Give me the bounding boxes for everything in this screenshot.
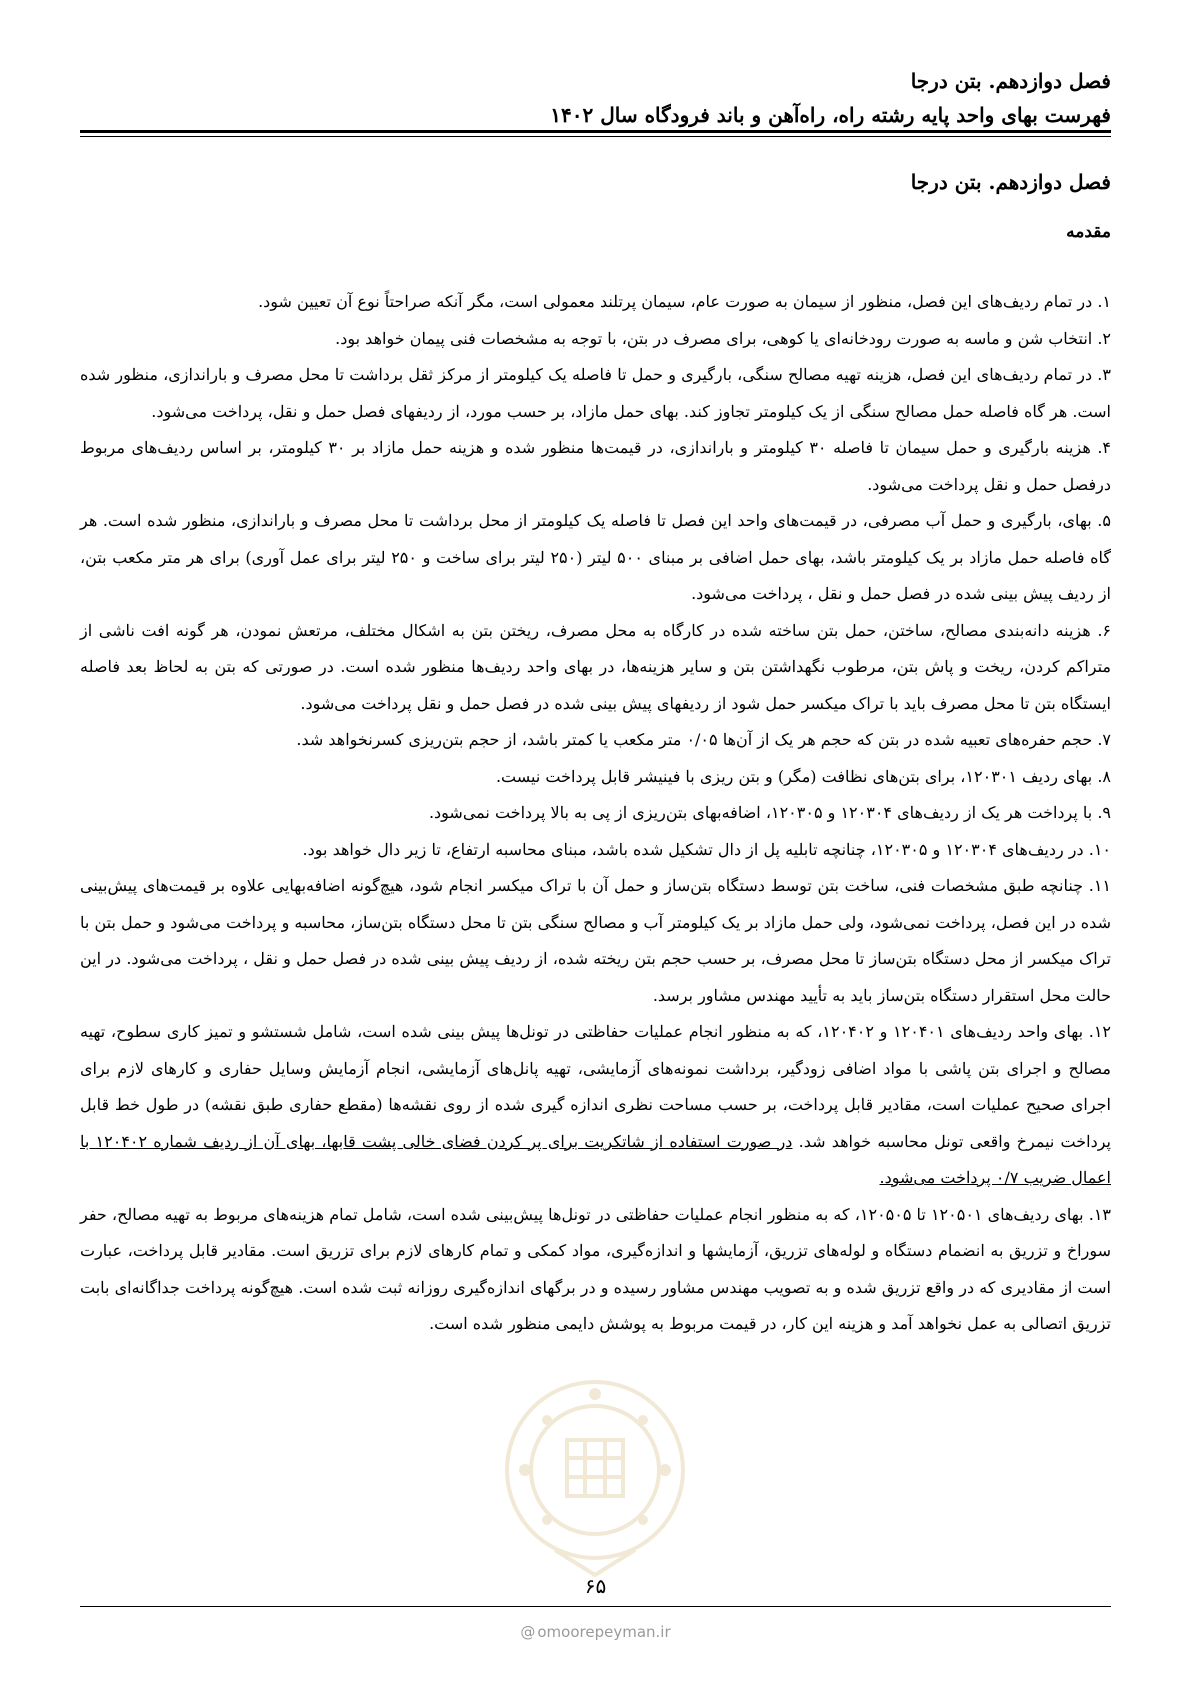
chapter-title: فصل دوازدهم. بتن درجا (910, 170, 1111, 194)
page-header (80, 64, 1111, 132)
paragraph-8: ۸. بهای ردیف ۱۲۰۳۰۱، برای بتن‌های نظافت (مگر) و بتن ریزی با فینیشر قابل پرداخت نیست. (495, 766, 1111, 786)
paragraph-11: ۱۱. چنانچه طبق مشخصات فنی، ساخت بتن توسط دستگاه بتن‌ساز و حمل آن با تراک میکسر انجام شود، هیچ‌گونه اضافه‌بهایی علاوه بر قیمت‌های پیش‌بینی شده در این فصل، پرداخت نمی‌شود، ولی حمل مازاد بر یک کیلومتر آب و مصالح سنگی بتن تا محل دستگاه بتن‌ساز، محاسبه و پرداخت می‌شود و حمل بتن با تراک میکسر از محل دستگاه بتن‌ساز تا محل مصرف، بر حسب حجم بتن ریخته شده، از ردیف پیش بینی شده در فصل حمل و نقل ، پرداخت می‌شود. در این حالت محل استقرار دستگاه بتن‌ساز باید به تأیید مهندس مشاور برسد. (80, 876, 1111, 1005)
paragraph-9: ۹. با پرداخت هر یک از ردیف‌های ۱۲۰۳۰۴ و ۱۲۰۳۰۵، اضافه‌بهای بتن‌ریزی از پی به بالا پرداخت نمی‌شود. (428, 803, 1111, 822)
page-number: ۶۵ (584, 1574, 607, 1598)
paragraph-4: ۴. هزینه بارگیری و حمل سیمان تا فاصله ۳۰ کیلومتر و باراندازی، در قیمت‌ها منظور شده و هزینه حمل مازاد بر ۳۰ کیلومتر، بر اساس ردیف‌های مربوط درفصل حمل و نقل پرداخت می‌شود. (80, 438, 1112, 494)
paragraph-13: ۱۳. بهای ردیف‌های ۱۲۰۵۰۱ تا ۱۲۰۵۰۵، که به منظور انجام عملیات حفاظتی در تونل‌ها پیش‌بینی شده است، شامل تمام هزینه‌های مربوط به تهیه مصالح، حفر سوراخ و تزریق به انضمام دستگاه و لوله‌های تزریق، آزمایشها و اندازه‌گیری، مواد کمکی و تمام کارهای لازم برای تزریق است. مقادیر قابل پرداخت، عبارت است از مقادیری که در واقع تزریق شده و به تصویب مهندس مشاور رسیده و در برگهای اندازه‌گیری روزانه ثبت شده است. هیچ‌گونه پرداخت جداگانه‌ای بابت تزریق اتصالی به عمل نخواهد آمد و هزینه این کار، در قیمت مربوط به پوشش دایمی منظور شده است. (80, 1204, 1111, 1333)
paragraph-6: ۶. هزینه دانه‌بندی مصالح، ساختن، حمل بتن ساخته شده در کارگاه به محل مصرف، ریختن بتن به اشکال مختلف، مرتعش نمودن، هر گونه افت ناشی از متراکم کردن، ریخت و پاش بتن، مرطوب نگهداشتن بتن و سایر هزینه‌ها، در بهای واحد ردیف‌ها منظور شده است. در صورتی که بتن به لحاظ بعد فاصله ایستگاه بتن تا محل مصرف باید با تراک میکسر حمل شود از ردیفهای پیش بینی شده در فصل حمل و نقل پرداخت می‌شود. (80, 620, 1111, 713)
header-divider-thick (80, 130, 1111, 133)
seal-logo-icon (495, 1360, 695, 1590)
paragraph-12-text: ۱۲. بهای واحد ردیف‌های ۱۲۰۴۰۱ و ۱۲۰۴۰۲، که به منظور انجام عملیات حفاظتی در تونل‌ها پیش بینی شده است، شامل شستشو و تمیز کاری سطوح، تهیه مصالح و اجرای بتن پاشی با مواد اضافی زودگیر، برداشت نمونه‌های آزمایشی، تهیه پانل‌های آزمایشی، انجام آزمایش وسایل حفاری و کارهای لازم برای اجرای صحیح عملیات است، مقادیر قابل پرداخت، بر حسب مساحت نظری اندازه گیری شده از روی نقشه‌ها (مقطع حفاری طبق نقشه) در طول خط قابل پرداخت نیمرخ واقعی تونل محاسبه خواهد شد. (80, 1022, 1112, 1151)
paragraph-5: ۵. بهای، بارگیری و حمل آب مصرفی، در قیمت‌های واحد این فصل تا فاصله یک کیلومتر از محل برداشت تا محل مصرف و باراندازی، منظور شده است. هر گاه فاصله حمل مازاد بر یک کیلومتر باشد، بهای حمل اضافی بر مبنای ۵۰۰ لیتر (۲۵۰ لیتر برای ساخت و ۲۵۰ لیتر برای عمل آوری) برای هر متر مکعب بتن، از ردیف پیش بینی شده در فصل حمل و نقل ، پرداخت می‌شود. (80, 511, 1112, 603)
body-text (80, 284, 1111, 1343)
paragraph-2: ۲. انتخاب شن و ماسه به صورت رودخانه‌ای یا کوهی، برای مصرف در بتن، با توجه به مشخصات فنی پیمان خواهد بود. (335, 328, 1111, 348)
paragraph-12-underlined-text: در صورت استفاده از شاتکریت برای پر کردن فضای خالی پشت قابها، بهای آن از ردیف شماره ۱۲۰۴۰۲ با اعمال ضریب ۰/۷ پرداخت می‌شود. (80, 1131, 1111, 1187)
header-divider-thin (80, 136, 1111, 137)
paragraph-3: ۳. در تمام ردیف‌های این فصل، هزینه تهیه مصالح سنگی، بارگیری و حمل تا فاصله یک کیلومتر از مرکز ثقل برداشت تا محل مصرف و باراندازی، منظور شده است. هر گاه فاصله حمل مصالح سنگی از یک کیلومتر تجاوز کند. بهای حمل مازاد، بر حسب مورد، از ردیفهای فصل حمل و نقل، پرداخت می‌شود. (80, 365, 1111, 421)
header-document-title: فهرست بهای واحد پایه رشته راه، راه‌آهن و باند فرودگاه سال ۱۴۰۲ (550, 103, 1111, 127)
footer-website (0, 1623, 1191, 1641)
footer-divider (80, 1606, 1111, 1607)
at-sign-icon: @ (520, 1623, 536, 1641)
paragraph-12 (80, 1014, 1111, 1197)
introduction-heading: مقدمه (1066, 222, 1111, 242)
paragraph-1: ۱. در تمام ردیف‌های این فصل، منظور از سیمان به صورت عام، سیمان پرتلند معمولی است، مگر آنکه صراحتاً نوع آن تعیین شود. (258, 292, 1111, 311)
website-address[interactable]: omoorepeyman.ir (537, 1623, 671, 1641)
paragraph-7: ۷. حجم حفره‌های تعبیه شده در بتن که حجم هر یک از آن‌ها ۰/۰۵ متر مکعب یا کمتر باشد، از حجم بتن‌ریزی کسرنخواهد شد. (296, 730, 1111, 749)
paragraph-10: ۱۰. در ردیف‌های ۱۲۰۳۰۴ و ۱۲۰۳۰۵، چنانچه تابلیه پل از دال تشکیل شده باشد، مبنای محاسبه ارتفاع، تا زیر دال خواهد بود. (302, 839, 1111, 859)
header-chapter-title: فصل دوازدهم. بتن درجا (910, 69, 1111, 93)
